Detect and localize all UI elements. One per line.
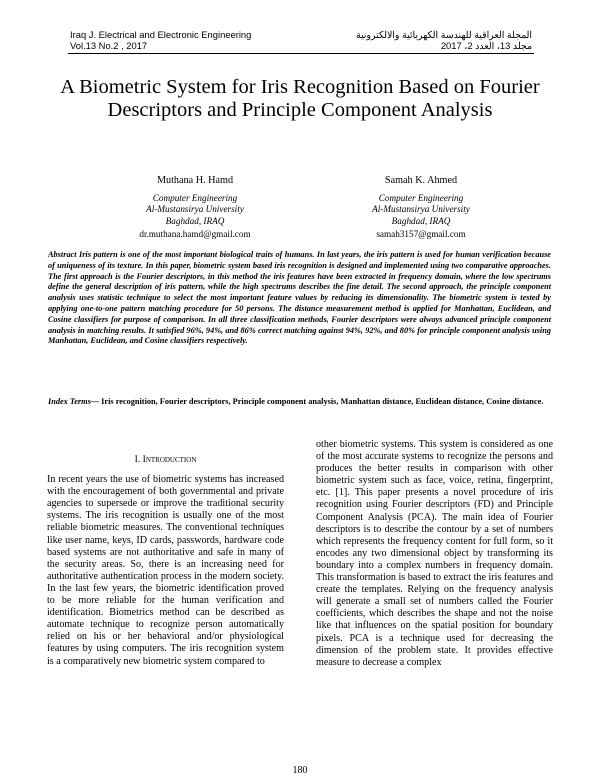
author-university: Al-Mustansirya University <box>146 204 244 215</box>
section-numeral: I. <box>134 454 141 465</box>
abstract <box>48 250 551 347</box>
journal-header-english <box>70 29 251 51</box>
author-department: Computer Engineering <box>152 192 238 203</box>
section-title: Introduction <box>142 454 197 465</box>
abstract-label: Abstract <box>48 250 77 259</box>
body-paragraph: other biometric systems. This system is considered as one of the most accurate systems to recognize the persons and produces the better results in comparison with other biometric system such as face, voice, retina, fingerprint, etc. [1]. This paper presents a novel procedure of iris recognition using Fourier descriptors (FD) and Principle Component Analysis (PCA). The main idea of Fourier descriptors is to describe the contour by a set of numbers which represents the frequency content for full form, so it encodes any two dimensional object by transforming its boundary into a complex numbers in frequency domain. This transformation is based to extract the iris features and create the templates. Relying on the frequency analysis will generate a small set of numbers called the Fourier coefficients, which describes the shape and not the noise like that influences on the spatial position for boundary pixels. PCA is a technique used for decreasing the dimension of the problem state. It provides effective measure to decrease a complex <box>316 439 553 668</box>
body-paragraph: In recent years the use of biometric systems has increased with the encouragement of both governmental and private agencies to supersede or improve the traditional security systems. The iris recognition is usually one of the most reliable biometric measures. The conventional techniques like user name, keys, ID cards, passwords, hardware code based systems are not authoritative and safe in many of the security areas. So, there is an increasing need for authoritative authentication process in the modern society. In the last few years, the biometric identification proved to be more reliable for the human verification and identification. Biometrics method can be described as automate technique to recognize person automatically relied on his or her behavioral and/or physiological features by using computers. The iris recognition system is a comparatively new biometric system compared to <box>47 474 284 667</box>
author-email: dr.muthana.hamd@gmail.com <box>139 229 251 240</box>
page-number: 180 <box>292 765 308 776</box>
journal-volume-arabic: مجلد 13، العدد 2، 2017 <box>440 40 532 51</box>
journal-volume: Vol.13 No.2 , 2017 <box>70 40 148 51</box>
author-block-1 <box>100 175 290 241</box>
header-divider <box>68 53 534 54</box>
author-location: Baghdad, IRAQ <box>391 215 451 226</box>
author-name: Samah K. Ahmed <box>384 175 458 186</box>
author-email: samah3157@gmail.com <box>376 229 466 240</box>
author-department: Computer Engineering <box>378 192 464 203</box>
body-column-right <box>316 439 553 669</box>
journal-name: Iraq J. Electrical and Electronic Engineering <box>70 29 252 40</box>
journal-name-arabic: المجلة العراقية للهندسة الكهربائية والالكترونية <box>355 29 532 40</box>
abstract-text: Iris pattern is one of the most important biological traits of humans. In last years, the iris pattern is used for human verification because of uniqueness of its texture. In this paper, biometric system based iris recognition is designed and implemented using two comparative approaches. The first approach is the Fourier descriptors, in this method the iris features have been extracted in frequency domain, where the low spectrums define the general description of iris pattern, while the high spectrums describes the fine detail. The second approach, the principle component analysis uses statistic technique to select the most important feature values by reducing its dimensionality. The biometric system is tested by applying one-to-one pattern matching procedure for 50 persons. The distance measurement method is applied for Manhattan, Euclidean, and Cosine classifiers for purpose of comparison. In all three classification methods, Fourier descriptors were always advanced principle component analysis in matching results. It satisfied 96%, 94%, and 86% correct matching against 94%, 92%, and 80% for principle component analysis using Manhattan, Euclidean, and Cosine classifiers respectively. <box>48 250 551 346</box>
paper-title: A Biometric System for Iris Recognition Based on Fourier Descriptors and Principle Component Analysis <box>60 76 540 121</box>
author-block-2 <box>326 175 516 241</box>
author-location: Baghdad, IRAQ <box>165 215 225 226</box>
section-heading <box>47 454 284 466</box>
journal-header-arabic <box>356 29 532 51</box>
author-university: Al-Mustansirya University <box>372 204 470 215</box>
index-terms-label: Index Terms <box>48 397 91 406</box>
index-terms <box>48 397 551 408</box>
author-name: Muthana H. Hamd <box>156 175 234 186</box>
index-terms-text: — Iris recognition, Fourier descriptors, Principle component analysis, Manhattan distance, Euclidean distance, Cosine distance. <box>90 397 544 406</box>
body-column-left <box>47 439 284 668</box>
